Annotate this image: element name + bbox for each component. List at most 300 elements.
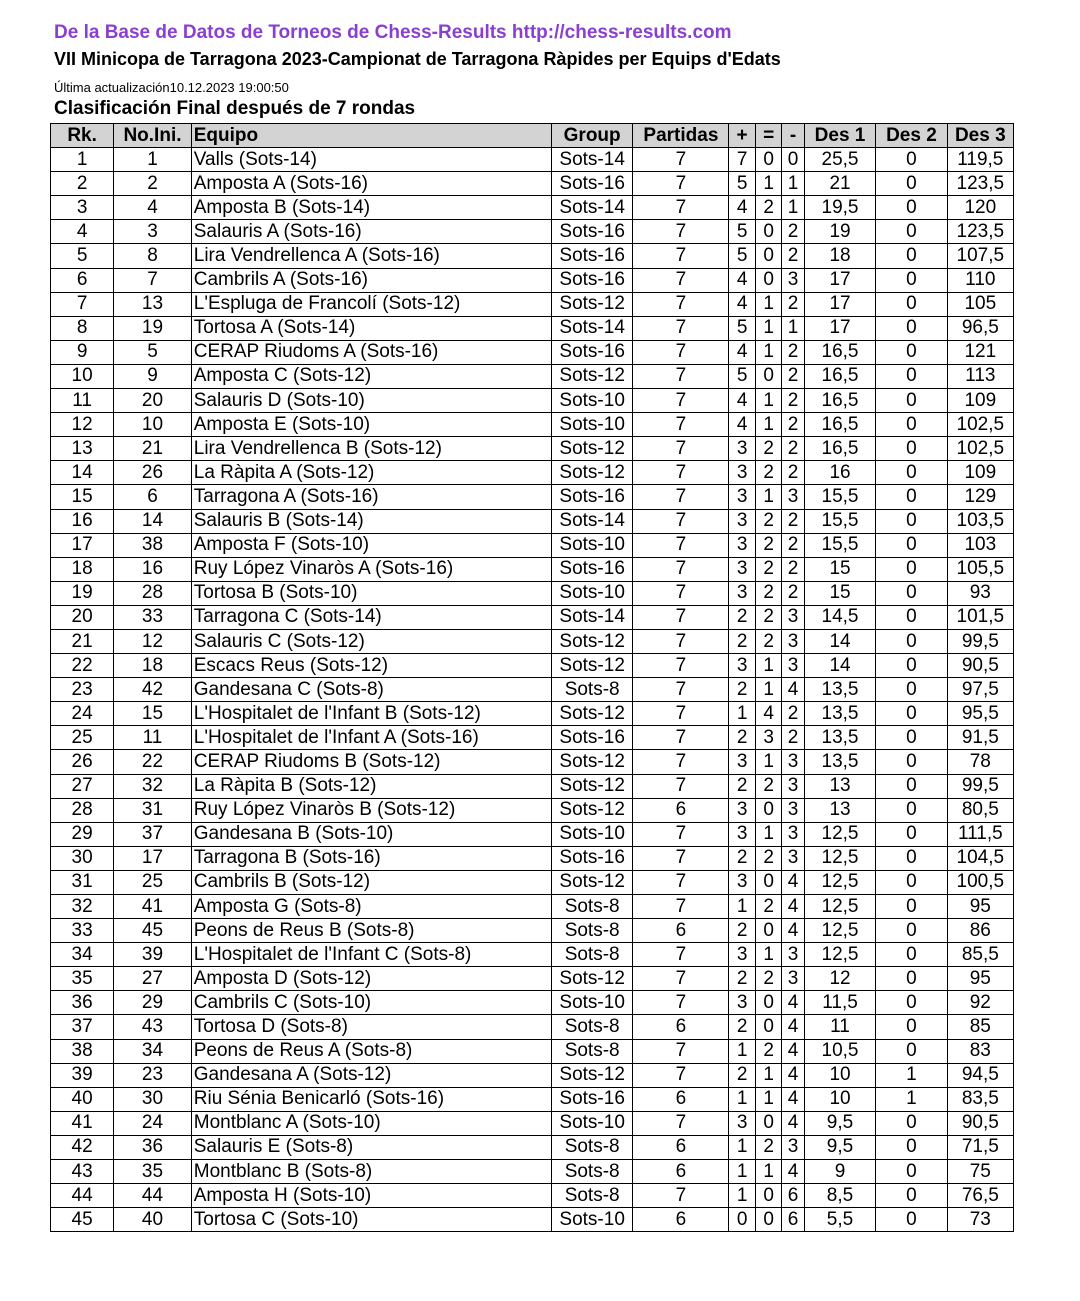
event-title: VII Minicopa de Tarragona 2023-Campionat de Tarragona Ràpides per Equips d'Edats: [54, 49, 781, 69]
cell-tiebreak-2: 0: [876, 340, 947, 364]
cell-group: Sots-12: [551, 750, 633, 774]
cell-tiebreak-1: 5,5: [804, 1208, 875, 1232]
cell-losses: 4: [782, 1111, 804, 1135]
cell-team: Gandesana C (Sots-8): [191, 678, 551, 702]
cell-team: Gandesana A (Sots-12): [191, 1063, 551, 1087]
cell-tiebreak-1: 13,5: [804, 750, 875, 774]
cell-tiebreak-2: 0: [876, 1184, 947, 1208]
cell-tiebreak-1: 12: [804, 967, 875, 991]
cell-start-no: 39: [114, 943, 192, 967]
cell-start-no: 22: [114, 750, 192, 774]
cell-tiebreak-2: 0: [876, 798, 947, 822]
cell-wins: 0: [729, 1208, 756, 1232]
cell-tiebreak-3: 83: [947, 1039, 1013, 1063]
cell-games: 6: [633, 1015, 729, 1039]
cell-wins: 4: [729, 413, 756, 437]
cell-games: 7: [633, 895, 729, 919]
table-row: [51, 822, 1014, 846]
cell-games: 7: [633, 461, 729, 485]
cell-wins: 1: [729, 1135, 756, 1159]
cell-group: Sots-16: [551, 1087, 633, 1111]
cell-start-no: 38: [114, 533, 192, 557]
cell-draws: 2: [755, 629, 782, 653]
cell-draws: 1: [755, 822, 782, 846]
cell-games: 7: [633, 1111, 729, 1135]
cell-tiebreak-1: 14,5: [804, 605, 875, 629]
cell-tiebreak-1: 17: [804, 268, 875, 292]
cell-start-no: 27: [114, 967, 192, 991]
cell-tiebreak-1: 10,5: [804, 1039, 875, 1063]
cell-losses: 2: [782, 220, 804, 244]
cell-tiebreak-3: 83,5: [947, 1087, 1013, 1111]
cell-games: 7: [633, 148, 729, 172]
cell-tiebreak-1: 13: [804, 798, 875, 822]
cell-draws: 1: [755, 172, 782, 196]
cell-losses: 2: [782, 557, 804, 581]
cell-group: Sots-8: [551, 1160, 633, 1184]
cell-tiebreak-2: 0: [876, 1111, 947, 1135]
cell-group: Sots-12: [551, 292, 633, 316]
cell-team: Lira Vendrellenca B (Sots-12): [191, 437, 551, 461]
cell-team: Salauris E (Sots-8): [191, 1135, 551, 1159]
cell-rank: 32: [51, 895, 114, 919]
cell-tiebreak-2: 0: [876, 654, 947, 678]
cell-games: 7: [633, 1063, 729, 1087]
cell-team: Cambrils A (Sots-16): [191, 268, 551, 292]
column-header-games: Partidas: [633, 124, 729, 148]
cell-rank: 15: [51, 485, 114, 509]
cell-start-no: 32: [114, 774, 192, 798]
cell-tiebreak-3: 85: [947, 1015, 1013, 1039]
cell-games: 7: [633, 220, 729, 244]
table-row: [51, 605, 1014, 629]
cell-start-no: 21: [114, 437, 192, 461]
column-header-start-no: No.Ini.: [114, 124, 192, 148]
cell-tiebreak-1: 16: [804, 461, 875, 485]
cell-wins: 2: [729, 846, 756, 870]
cell-tiebreak-1: 10: [804, 1087, 875, 1111]
column-header-draws: =: [755, 124, 782, 148]
table-row: [51, 557, 1014, 581]
cell-tiebreak-2: 0: [876, 678, 947, 702]
cell-rank: 35: [51, 967, 114, 991]
cell-rank: 13: [51, 437, 114, 461]
cell-start-no: 40: [114, 1208, 192, 1232]
cell-losses: 1: [782, 316, 804, 340]
cell-games: 7: [633, 581, 729, 605]
cell-tiebreak-2: 0: [876, 605, 947, 629]
cell-losses: 3: [782, 605, 804, 629]
table-row: [51, 654, 1014, 678]
cell-rank: 4: [51, 220, 114, 244]
table-row: [51, 1087, 1014, 1111]
cell-tiebreak-1: 25,5: [804, 148, 875, 172]
cell-draws: 0: [755, 364, 782, 388]
cell-tiebreak-1: 10: [804, 1063, 875, 1087]
cell-tiebreak-2: 0: [876, 822, 947, 846]
cell-wins: 3: [729, 485, 756, 509]
cell-group: Sots-14: [551, 605, 633, 629]
cell-draws: 2: [755, 895, 782, 919]
cell-tiebreak-1: 14: [804, 629, 875, 653]
cell-start-no: 44: [114, 1184, 192, 1208]
cell-wins: 1: [729, 1184, 756, 1208]
column-header-losses: -: [782, 124, 804, 148]
cell-games: 7: [633, 774, 729, 798]
cell-group: Sots-8: [551, 943, 633, 967]
cell-games: 7: [633, 364, 729, 388]
cell-team: Tarragona A (Sots-16): [191, 485, 551, 509]
table-row: [51, 750, 1014, 774]
cell-tiebreak-3: 73: [947, 1208, 1013, 1232]
cell-tiebreak-3: 102,5: [947, 437, 1013, 461]
cell-tiebreak-3: 104,5: [947, 846, 1013, 870]
cell-games: 7: [633, 244, 729, 268]
cell-draws: 1: [755, 943, 782, 967]
table-row: [51, 1015, 1014, 1039]
table-row: [51, 870, 1014, 894]
cell-rank: 38: [51, 1039, 114, 1063]
table-row: [51, 846, 1014, 870]
table-header-row: [51, 124, 1014, 148]
cell-draws: 1: [755, 654, 782, 678]
cell-team: Amposta B (Sots-14): [191, 196, 551, 220]
cell-draws: 1: [755, 1160, 782, 1184]
cell-draws: 0: [755, 220, 782, 244]
cell-rank: 36: [51, 991, 114, 1015]
cell-losses: 4: [782, 678, 804, 702]
cell-team: Tortosa C (Sots-10): [191, 1208, 551, 1232]
cell-start-no: 23: [114, 1063, 192, 1087]
cell-wins: 3: [729, 557, 756, 581]
cell-wins: 2: [729, 1015, 756, 1039]
cell-rank: 29: [51, 822, 114, 846]
source-link[interactable]: De la Base de Datos de Torneos de Chess-Results http://chess-results.com: [54, 22, 732, 43]
table-row: [51, 991, 1014, 1015]
column-header-tiebreak-3: Des 3: [947, 124, 1013, 148]
cell-rank: 24: [51, 702, 114, 726]
cell-games: 6: [633, 1087, 729, 1111]
cell-tiebreak-1: 17: [804, 316, 875, 340]
cell-start-no: 24: [114, 1111, 192, 1135]
cell-start-no: 31: [114, 798, 192, 822]
cell-tiebreak-1: 13: [804, 774, 875, 798]
cell-tiebreak-2: 0: [876, 220, 947, 244]
cell-team: Tortosa B (Sots-10): [191, 581, 551, 605]
cell-group: Sots-16: [551, 220, 633, 244]
table-row: [51, 726, 1014, 750]
cell-losses: 4: [782, 1039, 804, 1063]
cell-tiebreak-2: 0: [876, 196, 947, 220]
cell-start-no: 9: [114, 364, 192, 388]
cell-start-no: 6: [114, 485, 192, 509]
cell-tiebreak-3: 75: [947, 1160, 1013, 1184]
cell-group: Sots-12: [551, 1063, 633, 1087]
cell-group: Sots-12: [551, 870, 633, 894]
cell-tiebreak-3: 109: [947, 389, 1013, 413]
cell-tiebreak-1: 12,5: [804, 822, 875, 846]
cell-group: Sots-12: [551, 967, 633, 991]
cell-rank: 30: [51, 846, 114, 870]
cell-group: Sots-12: [551, 461, 633, 485]
cell-group: Sots-14: [551, 148, 633, 172]
cell-draws: 1: [755, 389, 782, 413]
cell-tiebreak-1: 11,5: [804, 991, 875, 1015]
cell-team: La Ràpita B (Sots-12): [191, 774, 551, 798]
table-row: [51, 292, 1014, 316]
cell-tiebreak-3: 123,5: [947, 172, 1013, 196]
cell-wins: 5: [729, 220, 756, 244]
cell-rank: 22: [51, 654, 114, 678]
cell-losses: 6: [782, 1184, 804, 1208]
cell-team: Gandesana B (Sots-10): [191, 822, 551, 846]
cell-start-no: 1: [114, 148, 192, 172]
cell-games: 7: [633, 629, 729, 653]
cell-tiebreak-3: 95: [947, 967, 1013, 991]
cell-tiebreak-3: 101,5: [947, 605, 1013, 629]
cell-wins: 7: [729, 148, 756, 172]
cell-draws: 0: [755, 1184, 782, 1208]
cell-tiebreak-1: 14: [804, 654, 875, 678]
cell-group: Sots-16: [551, 485, 633, 509]
cell-team: Cambrils C (Sots-10): [191, 991, 551, 1015]
cell-rank: 12: [51, 413, 114, 437]
cell-wins: 5: [729, 244, 756, 268]
cell-group: Sots-8: [551, 1135, 633, 1159]
table-row: [51, 1184, 1014, 1208]
cell-tiebreak-1: 9,5: [804, 1135, 875, 1159]
cell-group: Sots-10: [551, 1111, 633, 1135]
cell-draws: 2: [755, 437, 782, 461]
cell-group: Sots-10: [551, 1208, 633, 1232]
cell-tiebreak-3: 92: [947, 991, 1013, 1015]
cell-rank: 8: [51, 316, 114, 340]
cell-start-no: 35: [114, 1160, 192, 1184]
cell-rank: 11: [51, 389, 114, 413]
column-header-group: Group: [551, 124, 633, 148]
cell-start-no: 16: [114, 557, 192, 581]
cell-wins: 2: [729, 605, 756, 629]
cell-wins: 4: [729, 292, 756, 316]
cell-losses: 0: [782, 148, 804, 172]
cell-games: 7: [633, 605, 729, 629]
cell-draws: 2: [755, 509, 782, 533]
cell-wins: 2: [729, 919, 756, 943]
cell-tiebreak-2: 0: [876, 991, 947, 1015]
cell-team: Amposta A (Sots-16): [191, 172, 551, 196]
cell-losses: 2: [782, 364, 804, 388]
cell-tiebreak-2: 0: [876, 268, 947, 292]
table-row: [51, 678, 1014, 702]
cell-tiebreak-3: 119,5: [947, 148, 1013, 172]
cell-tiebreak-3: 76,5: [947, 1184, 1013, 1208]
cell-games: 7: [633, 172, 729, 196]
cell-start-no: 18: [114, 654, 192, 678]
cell-team: Amposta G (Sots-8): [191, 895, 551, 919]
cell-group: Sots-16: [551, 846, 633, 870]
cell-games: 7: [633, 678, 729, 702]
cell-games: 7: [633, 870, 729, 894]
cell-wins: 3: [729, 1111, 756, 1135]
cell-draws: 3: [755, 726, 782, 750]
cell-tiebreak-3: 109: [947, 461, 1013, 485]
cell-games: 6: [633, 1135, 729, 1159]
cell-rank: 1: [51, 148, 114, 172]
cell-tiebreak-1: 13,5: [804, 726, 875, 750]
cell-team: Amposta F (Sots-10): [191, 533, 551, 557]
cell-tiebreak-3: 100,5: [947, 870, 1013, 894]
table-row: [51, 798, 1014, 822]
cell-draws: 1: [755, 678, 782, 702]
cell-wins: 3: [729, 870, 756, 894]
cell-team: Salauris D (Sots-10): [191, 389, 551, 413]
cell-wins: 4: [729, 268, 756, 292]
cell-draws: 1: [755, 485, 782, 509]
cell-tiebreak-2: 0: [876, 292, 947, 316]
cell-group: Sots-8: [551, 1184, 633, 1208]
cell-group: Sots-12: [551, 654, 633, 678]
cell-wins: 2: [729, 629, 756, 653]
cell-tiebreak-1: 12,5: [804, 943, 875, 967]
cell-rank: 19: [51, 581, 114, 605]
cell-tiebreak-3: 123,5: [947, 220, 1013, 244]
cell-rank: 18: [51, 557, 114, 581]
cell-draws: 2: [755, 846, 782, 870]
cell-wins: 3: [729, 509, 756, 533]
cell-team: Salauris C (Sots-12): [191, 629, 551, 653]
cell-start-no: 41: [114, 895, 192, 919]
cell-rank: 10: [51, 364, 114, 388]
cell-games: 7: [633, 485, 729, 509]
cell-wins: 5: [729, 364, 756, 388]
cell-tiebreak-3: 95: [947, 895, 1013, 919]
cell-tiebreak-2: 0: [876, 413, 947, 437]
cell-rank: 3: [51, 196, 114, 220]
cell-wins: 1: [729, 1087, 756, 1111]
cell-tiebreak-1: 12,5: [804, 919, 875, 943]
cell-tiebreak-2: 0: [876, 485, 947, 509]
cell-wins: 1: [729, 1160, 756, 1184]
cell-draws: 2: [755, 774, 782, 798]
cell-start-no: 42: [114, 678, 192, 702]
cell-draws: 0: [755, 148, 782, 172]
cell-rank: 40: [51, 1087, 114, 1111]
cell-wins: 3: [729, 654, 756, 678]
cell-team: Tarragona C (Sots-14): [191, 605, 551, 629]
cell-tiebreak-3: 105: [947, 292, 1013, 316]
cell-games: 7: [633, 340, 729, 364]
cell-group: Sots-10: [551, 533, 633, 557]
cell-rank: 20: [51, 605, 114, 629]
table-row: [51, 220, 1014, 244]
cell-start-no: 20: [114, 389, 192, 413]
cell-draws: 0: [755, 1015, 782, 1039]
cell-wins: 2: [729, 1063, 756, 1087]
cell-games: 7: [633, 846, 729, 870]
cell-start-no: 25: [114, 870, 192, 894]
cell-losses: 3: [782, 750, 804, 774]
cell-group: Sots-10: [551, 822, 633, 846]
cell-losses: 3: [782, 846, 804, 870]
cell-tiebreak-2: 0: [876, 1015, 947, 1039]
cell-group: Sots-10: [551, 991, 633, 1015]
cell-tiebreak-3: 121: [947, 340, 1013, 364]
cell-team: Lira Vendrellenca A (Sots-16): [191, 244, 551, 268]
cell-start-no: 7: [114, 268, 192, 292]
table-row: [51, 364, 1014, 388]
cell-tiebreak-2: 0: [876, 943, 947, 967]
cell-losses: 3: [782, 629, 804, 653]
table-row: [51, 1160, 1014, 1184]
cell-draws: 0: [755, 870, 782, 894]
table-row: [51, 244, 1014, 268]
cell-tiebreak-1: 16,5: [804, 364, 875, 388]
cell-draws: 4: [755, 702, 782, 726]
cell-losses: 2: [782, 413, 804, 437]
table-body: [51, 148, 1014, 1232]
cell-tiebreak-1: 16,5: [804, 340, 875, 364]
cell-group: Sots-12: [551, 798, 633, 822]
cell-games: 7: [633, 726, 729, 750]
cell-losses: 4: [782, 1087, 804, 1111]
cell-tiebreak-3: 91,5: [947, 726, 1013, 750]
cell-group: Sots-12: [551, 629, 633, 653]
cell-draws: 2: [755, 461, 782, 485]
table-row: [51, 581, 1014, 605]
cell-start-no: 15: [114, 702, 192, 726]
cell-games: 7: [633, 437, 729, 461]
cell-wins: 4: [729, 340, 756, 364]
cell-wins: 3: [729, 461, 756, 485]
cell-tiebreak-2: 0: [876, 437, 947, 461]
cell-tiebreak-2: 0: [876, 895, 947, 919]
cell-losses: 2: [782, 437, 804, 461]
table-row: [51, 533, 1014, 557]
cell-group: Sots-14: [551, 196, 633, 220]
standings-table: [50, 123, 1014, 1232]
cell-tiebreak-3: 93: [947, 581, 1013, 605]
cell-games: 7: [633, 702, 729, 726]
cell-wins: 3: [729, 943, 756, 967]
cell-tiebreak-3: 103: [947, 533, 1013, 557]
cell-wins: 5: [729, 316, 756, 340]
cell-tiebreak-2: 0: [876, 1039, 947, 1063]
cell-start-no: 33: [114, 605, 192, 629]
cell-tiebreak-3: 102,5: [947, 413, 1013, 437]
cell-group: Sots-10: [551, 389, 633, 413]
cell-tiebreak-1: 19: [804, 220, 875, 244]
cell-draws: 2: [755, 967, 782, 991]
cell-losses: 2: [782, 389, 804, 413]
cell-tiebreak-1: 15: [804, 581, 875, 605]
cell-rank: 41: [51, 1111, 114, 1135]
cell-games: 7: [633, 389, 729, 413]
cell-tiebreak-2: 0: [876, 846, 947, 870]
cell-start-no: 34: [114, 1039, 192, 1063]
cell-tiebreak-1: 13,5: [804, 702, 875, 726]
cell-losses: 3: [782, 268, 804, 292]
cell-tiebreak-3: 95,5: [947, 702, 1013, 726]
cell-rank: 28: [51, 798, 114, 822]
table-row: [51, 389, 1014, 413]
table-row: [51, 774, 1014, 798]
cell-group: Sots-12: [551, 702, 633, 726]
cell-tiebreak-2: 0: [876, 557, 947, 581]
table-row: [51, 437, 1014, 461]
cell-group: Sots-8: [551, 678, 633, 702]
cell-start-no: 11: [114, 726, 192, 750]
cell-losses: 1: [782, 196, 804, 220]
